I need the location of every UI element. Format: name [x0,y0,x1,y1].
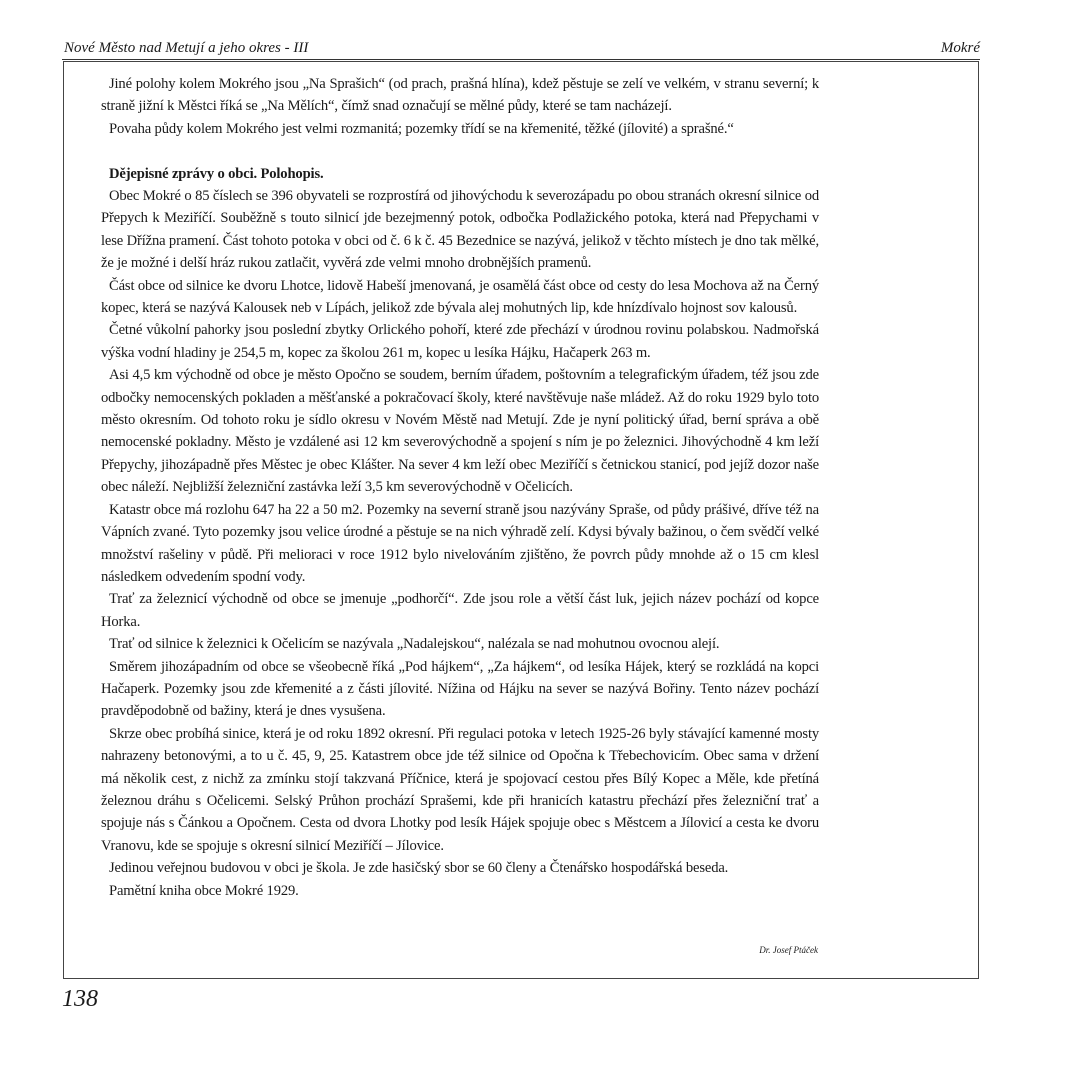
paragraph: Trať za železnicí východně od obce se jmenuje „podhorčí“. Zde jsou role a větší část luk, jejich název pochází od kopce Horka. [101,591,819,630]
paragraph: Katastr obce má rozlohu 647 ha 22 a 50 m2. Pozemky na severní straně jsou nazývány Spraše, od půdy prášivé, dříve též na Vápních zvané. Tyto pozemky jsou velice úrodné a pěstuje se na nich výhradě zelí. Kdysi bývaly bažinou, o čem svědčí velké množství rašeliny v půdě. Při melioraci v roce 1912 bylo nivelováním zjištěno, že povrch půdy mnohde až o 15 cm klesl následkem odvedením spodní vody. [101,501,819,585]
section-heading: Dějepisné zprávy o obci. Polohopis. [109,165,324,182]
paragraph: Asi 4,5 km východně od obce je město Opočno se soudem, berním úřadem, poštovním a telegrafickým úřadem, též jsou zde odbočky nemocenských pokladen a měšťanské a pokračovací školy, které navštěvuje naše mládež. Až do roku 1929 bylo toto město okresním. Od tohoto roku je sídlo okresu v Novém Městě nad Metují. Zde je nyní politický úřad, berní správa a obě nemocenské pokladny. Město je vzdálené asi 12 km severovýchodně a spojení s ním je po železnici. Jihovýchodně 4 km leží Přepychy, jihozápadně přes Městec je obec Klášter. Na sever 4 km leží obec Meziříčí s četnickou stanicí, pod jejíž dozor naše obec náleží. Nejbližší železniční zastávka leží 3,5 km severovýchodně v Očelicích. [101,367,819,496]
paragraph: Část obce od silnice ke dvoru Lhotce, lidově Habeší jmenovaná, je osamělá část obce od cesty do lesa Mochova až na Černý kopec, která se nazývá Kalousek neb v Lípách, jelikož zde bývala alej mohutných lip, kde hnízdívalo hojnost sov kalousů. [101,277,819,317]
page-number: 138 [62,986,98,1012]
header-rule [62,59,980,60]
paragraph: Četné vůkolní pahorky jsou poslední zbytky Orlického pohoří, které zde přechází v úrodnou rovinu polabskou. Nadmořská výška vodní hladiny je 254,5 m, kopec za školou 261 m, kopec u lesíka Hájku, Hačaperk 263 m. [101,322,819,361]
author-signature: Dr. Josef Ptáček [759,945,818,955]
article-body [101,73,819,902]
paragraph: Skrze obec probíhá sinice, která je od roku 1892 okresní. Při regulaci potoka v letech 1925-26 byly stávající kamenné mosty nahrazeny betonovými, a to u č. 45, 9, 25. Katastrem obce jde též silnice od Opočna k Třebechovicím. Obec sama v držení má několik cest, z nichž za zmínku stojí takzvaná Příčnice, která je spojovací cestou přes Bílý Kopec a Měle, kde přetíná železnou dráhu s Očelicemi. Selský Průhon prochází Sprašemi, kde při hranicích katastru přechází přes železniční trať a spojuje nás s Čánkou a Opočnem. Cesta od dvora Lhotky pod lesík Hájek spojuje obec s Městcem a Jílovicí a cesta ke dvoru Vranovu, kde se spojuje s okresní silnicí Meziříčí – Jílovice. [101,725,819,854]
paragraph: Pamětní kniha obce Mokré 1929. [109,882,299,899]
paragraph: Povaha půdy kolem Mokrého jest velmi rozmanitá; pozemky třídí se na křemenité, těžké (jílovité) a sprašné.“ [109,120,734,137]
running-head-section: Mokré [940,40,980,56]
paragraph: Směrem jihozápadním od obce se všeobecně říká „Pod hájkem“, „Za hájkem“, od lesíka Hájek, který se rozkládá na kopci Hačaperk. Pozemky jsou zde křemenité a z části jílovité. Nížina od Hájku na sever se nazývá Bořiny. Tento název pochází pravděpodobně od bažiny, která je dnes vysušena. [101,658,819,720]
running-head-title: Nové Město nad Metují a jeho okres - III [64,40,309,56]
paragraph: Jedinou veřejnou budovou v obci je škola. Je zde hasičský sbor se 60 členy a Čtenářsko hospodářská beseda. [109,860,729,877]
paragraph: Obec Mokré o 85 číslech se 396 obyvateli se rozprostírá od jihovýchodu k severozápadu po obou stranách okresní silnice od Přepych k Meziříčí. Souběžně s touto silnicí jde bezejmenný potok, odbočka Podlažického potoka, která nad Přepychami v lese Dřížna pramení. Část tohoto potoka v obci od č. 6 k č. 45 Bezednice se nazývá, jelikož v těchto místech je dno tak mělké, že je možné i delší hráz rukou zatlačit, vyvěrá zde velmi mnoho drobnějších pramenů. [101,188,819,272]
paragraph-spacer [101,140,819,162]
paragraph: Trať od silnice k železnici k Očelicím se nazývala „Nadalejskou“, nalézala se nad mohutnou ovocnou alejí. [109,636,720,653]
paragraph: Jiné polohy kolem Mokrého jsou „Na Sprašich“ (od prach, prašná hlína), kdež pěstuje se zelí ve velkém, v stranu severní; k straně jižní k Městci říká se „Na Mělích“, čímž snad označují se mělné půdy, které se tam nacházejí. [101,76,819,115]
